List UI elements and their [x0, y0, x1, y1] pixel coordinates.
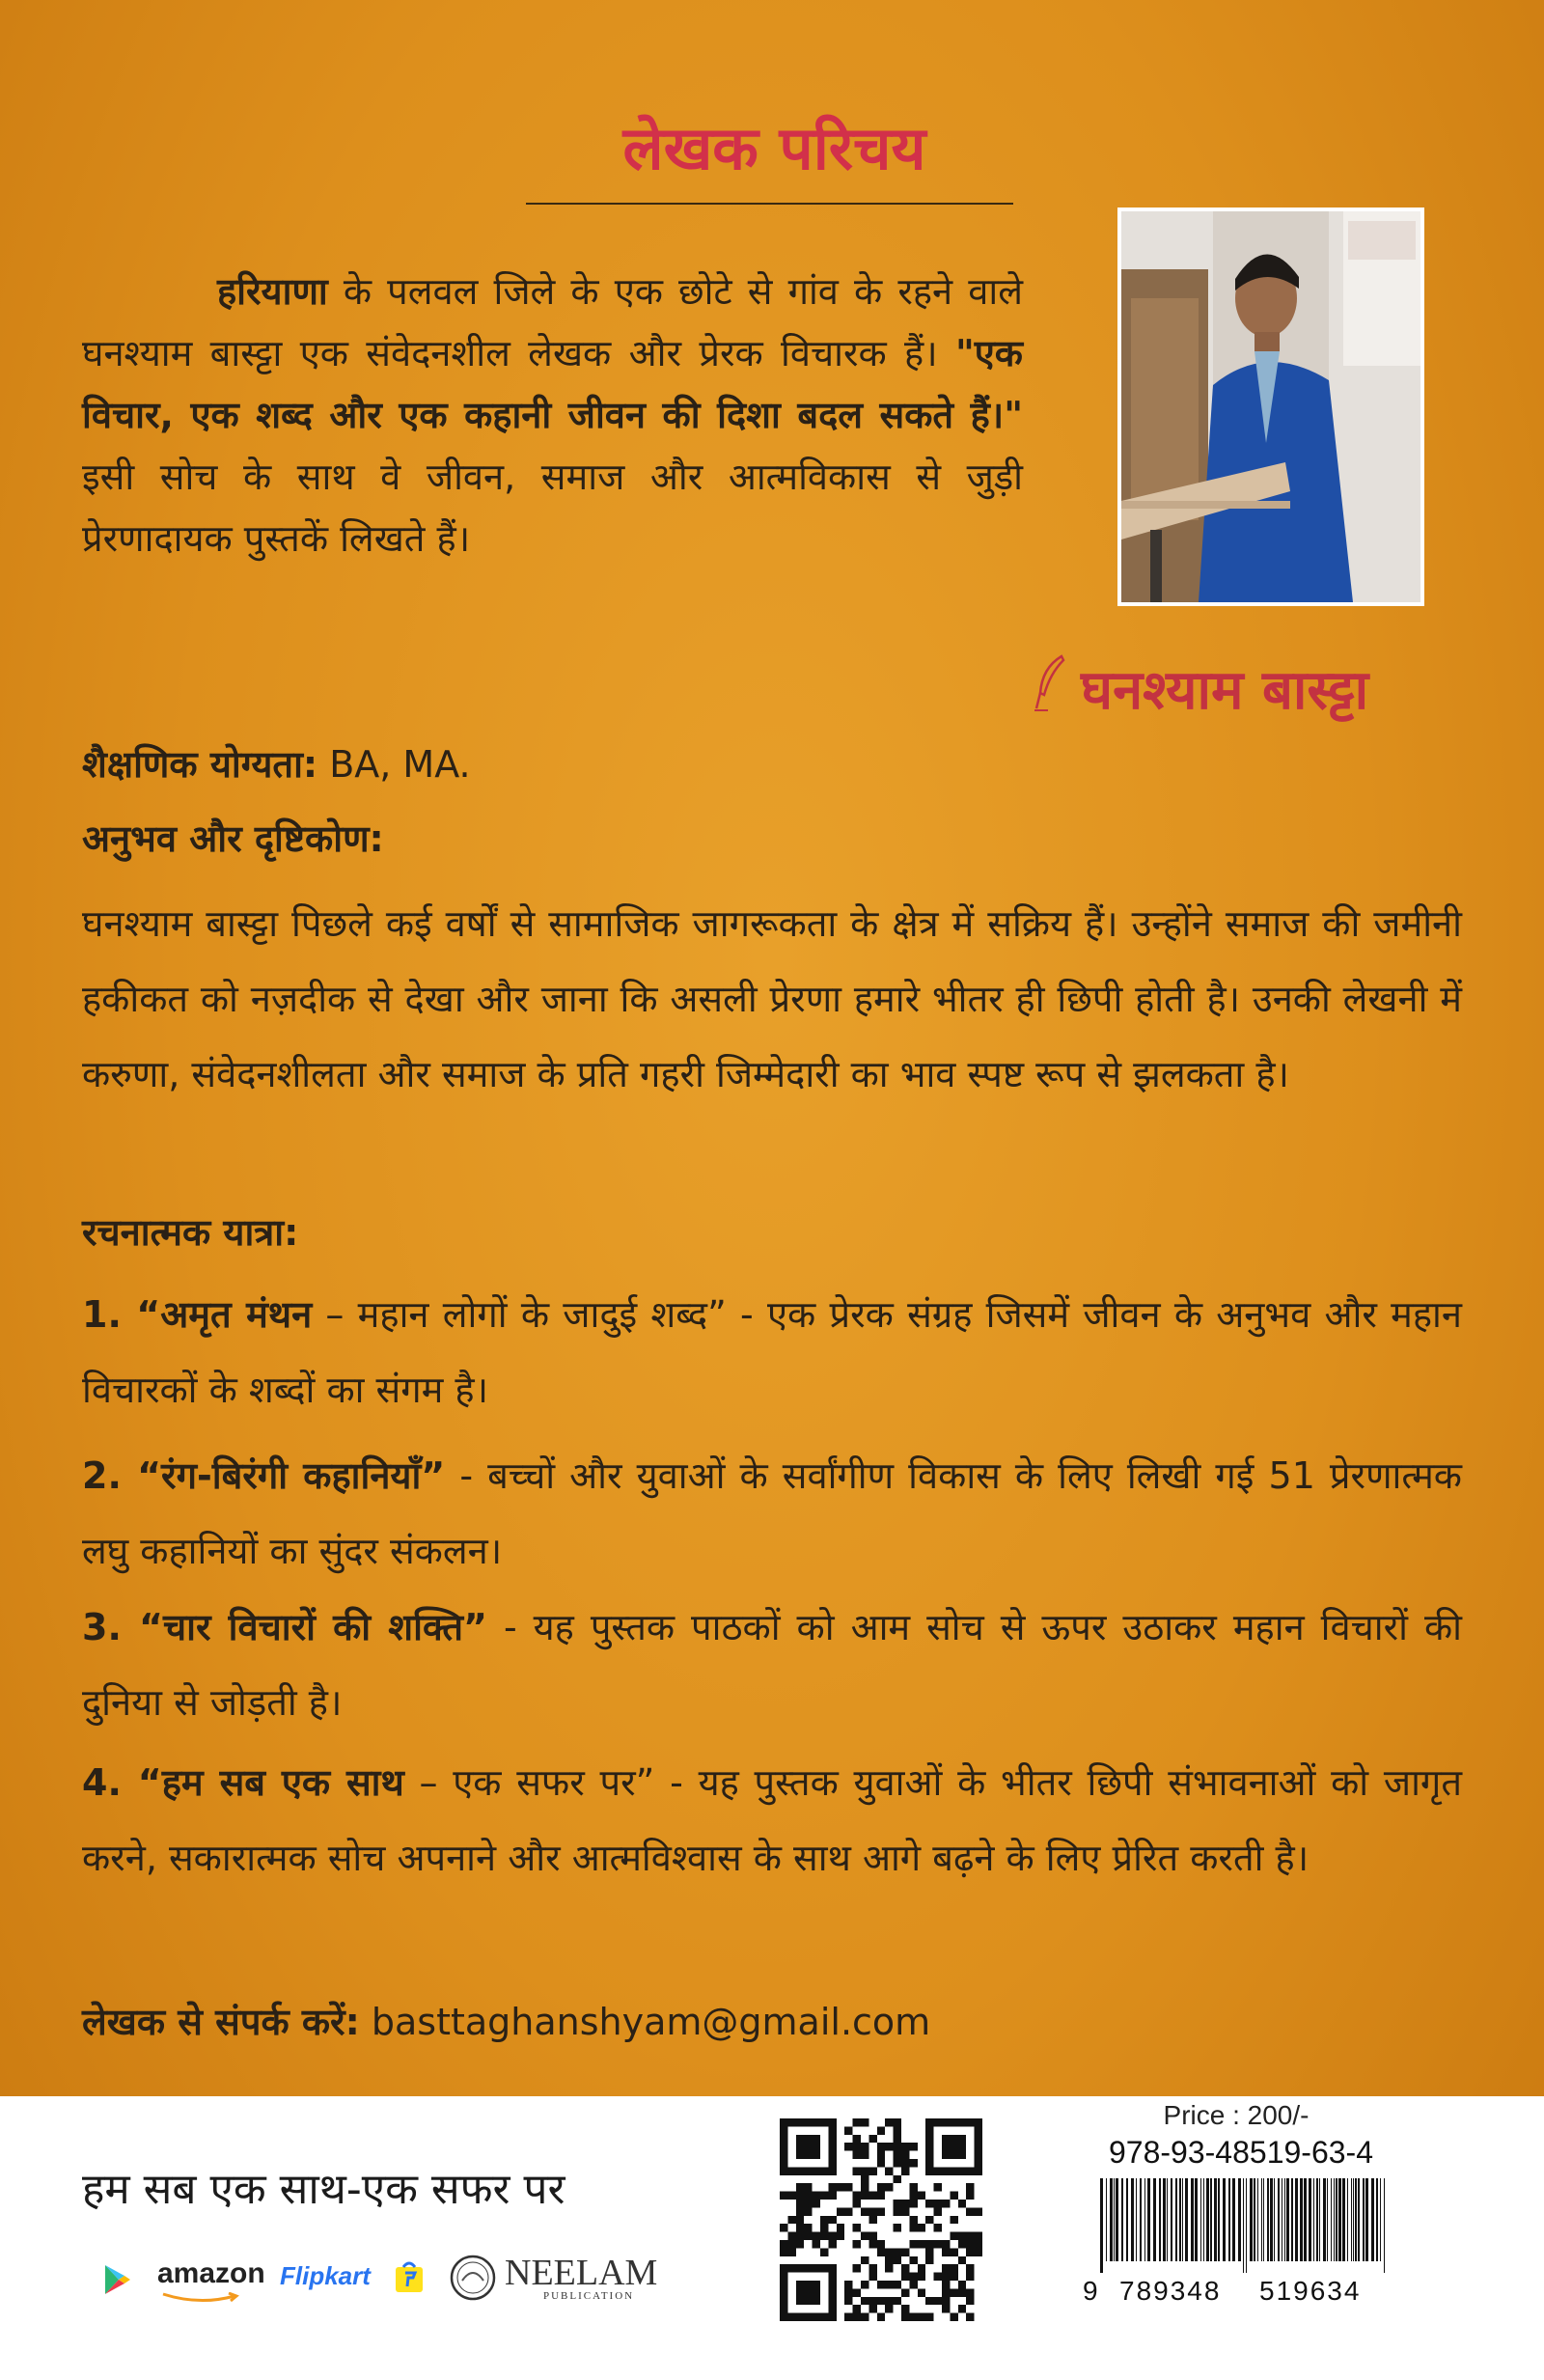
journey-item-desc: - एक प्रेरक संग्रह जिसमें जीवन के अनुभव और महान विचारकों के शब्दों का संगम है।: [82, 1293, 1462, 1411]
contact-label: लेखक से संपर्क करें:: [82, 2001, 360, 2043]
contact-email-link[interactable]: basttaghanshyam@gmail.com: [359, 2001, 931, 2043]
journey-item-title: 1. “अमृत मंथन: [82, 1293, 313, 1336]
author-photo: [1117, 208, 1424, 606]
google-play-icon: [103, 2263, 132, 2296]
author-signature: [1033, 647, 1467, 724]
amazon-wordmark: amazon: [157, 2257, 265, 2289]
journey-item-subtitle: – महान लोगों के जादुई शब्द”: [312, 1293, 727, 1336]
experience-text: घनश्याम बास्ट्टा पिछले कई वर्षों से सामाजिक जागरूकता के क्षेत्र में सक्रिय हैं। उन्होंने समाज की जमीनी हकीकत को नज़दीक से देखा और जाना कि असली प्रेरणा हमारे भीतर ही छिपी होती है। उनकी लेखनी में करुणा, संवेदनशीलता और समाज के प्रति गहरी जिम्मेदारी का भाव स्पष्ट रूप से झलकता है।: [82, 902, 1462, 1095]
neelam-subtext: PUBLICATION: [543, 2290, 635, 2302]
author-photo-illustration: [1121, 211, 1420, 602]
flipkart-logo: [280, 2261, 371, 2291]
neelam-emblem-icon: [449, 2254, 497, 2302]
education-label: शैक्षणिक योग्यता:: [82, 743, 318, 786]
intro-text-2: इसी सोच के साथ वे जीवन, समाज और आत्मविकास से जुड़ी प्रेरणादायक पुस्तकें लिखते हैं।: [82, 456, 1023, 560]
intro-quote: "एक विचार, एक शब्द और एक कहानी जीवन की दिशा बदल सकते हैं।": [82, 332, 1023, 436]
journey-item-1: [82, 1277, 1462, 1427]
journey-item-desc: - बच्चों और युवाओं के सर्वांगीण विकास के लिए लिखी गई 51 प्रेरणात्मक लघु कहानियों का सुंदर संकलन।: [82, 1454, 1462, 1572]
flipkart-wordmark: Flipkart: [280, 2261, 371, 2290]
journey-item-title: 4. “हम सब एक साथ: [82, 1761, 404, 1804]
neelam-wordmark: NEELAM: [505, 2253, 658, 2293]
journey-item-title: 2. “रंग-बिरंगी कहानियाँ”: [82, 1454, 446, 1497]
quill-pen-icon: [1033, 654, 1067, 712]
amazon-smile-icon: [161, 2292, 242, 2304]
journey-item-desc: - यह पुस्तक पाठकों को आम सोच से ऊपर उठाकर महान विचारों की दुनिया से जोड़ती है।: [82, 1606, 1462, 1724]
intro-text-1: के पलवल जिले के एक छोटे से गांव के रहने वाले घनश्याम बास्ट्टा एक संवेदनशील लेखक और प्रेरक विचारक हैं।: [82, 270, 1023, 374]
journey-item-title: 3. “चार विचारों की शक्ति”: [82, 1606, 487, 1648]
barcode-digits-group2: 519634: [1259, 2276, 1362, 2306]
signature-name: घनश्याम बास्ट्टा: [1081, 659, 1369, 722]
journey-item-3: [82, 1590, 1462, 1740]
author-intro: [82, 261, 1023, 569]
barcode-digit-first: 9: [1083, 2276, 1098, 2306]
isbn-number: 978-93-48519-63-4: [1109, 2135, 1373, 2170]
journey-item-4: [82, 1745, 1462, 1896]
education-line: [82, 738, 1472, 789]
journey-item-desc: - यह पुस्तक युवाओं के भीतर छिपी संभावनाओं को जागृत करने, सकारात्मक सोच अपनाने और आत्मविश्वास के साथ आगे बढ़ने के लिए प्रेरित करती है।: [82, 1761, 1462, 1879]
experience-label: अनुभव और दृष्टिकोण:: [82, 817, 384, 860]
isbn-barcode: [1100, 2178, 1390, 2273]
journey-item-2: [82, 1438, 1462, 1589]
price-label: Price : 200/-: [1163, 2100, 1310, 2130]
title-divider: [526, 203, 1013, 205]
page-title: लेखक परिचय: [622, 113, 926, 183]
contact-line: [82, 1996, 1472, 2046]
amazon-logo: [157, 2257, 265, 2290]
journey-label: रचनात्मक यात्रा:: [82, 1211, 299, 1254]
footer-tagline: हम सब एक साथ-एक सफर पर: [82, 2165, 565, 2214]
qr-code[interactable]: [780, 2118, 982, 2321]
barcode-digits-group1: 789348: [1119, 2276, 1222, 2306]
intro-bold-state: हरियाणा: [217, 270, 328, 313]
education-value: BA, MA.: [317, 743, 471, 786]
flipkart-bag-icon: [394, 2259, 425, 2294]
journey-item-subtitle: – एक सफर पर”: [403, 1761, 655, 1804]
